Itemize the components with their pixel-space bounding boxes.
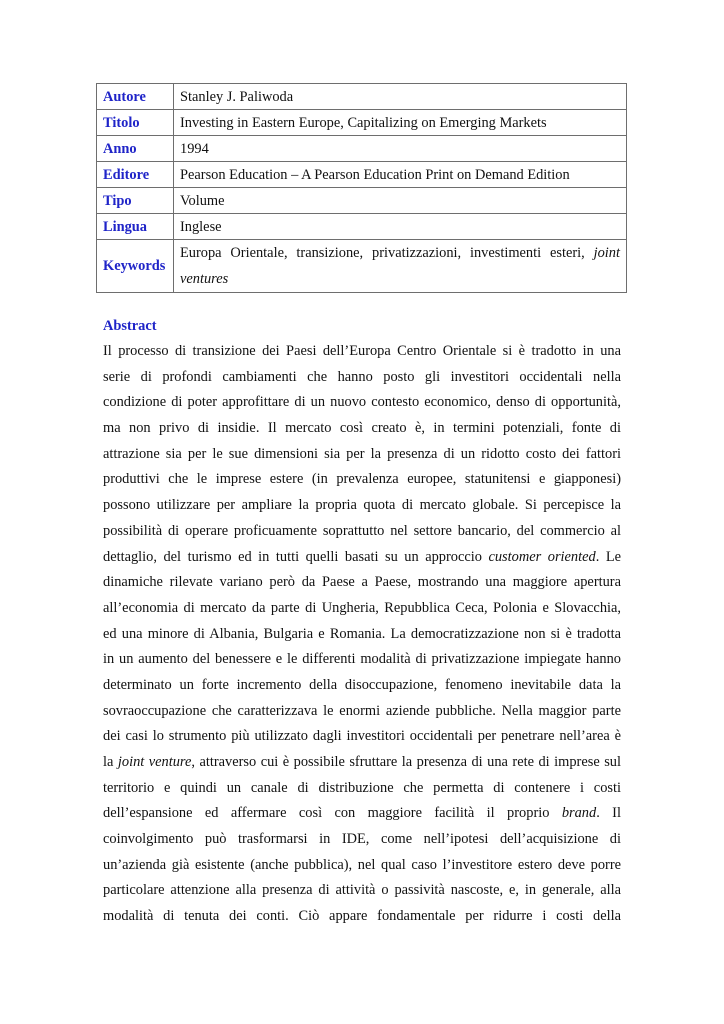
meta-value: 1994: [174, 136, 627, 162]
abstract-line: [103, 596, 621, 622]
abstract-text: un’azienda già esistente (anche pubblica), nel qual caso l’investitore estero deve porre: [103, 856, 621, 873]
abstract-line: [103, 699, 621, 725]
keywords-italic: joint ventures: [180, 245, 620, 287]
abstract-text: possono utilizzare per ampliare la propria quota di mercato globale. Si percepisce la: [103, 497, 621, 514]
meta-key: Keywords: [97, 240, 174, 293]
abstract-text: . Le: [595, 548, 621, 565]
abstract-text: territorio e quindi un canale di distribuzione che permetta di contenere i costi: [103, 779, 621, 796]
meta-key: Editore: [97, 162, 174, 188]
abstract-text: la: [103, 754, 118, 770]
abstract-text: dei casi lo strumento più utilizzato dagli investitori occidentali per penetrare nell’area è: [103, 728, 621, 745]
abstract-line: [103, 339, 621, 365]
abstract-line: [103, 570, 621, 596]
meta-key: Titolo: [97, 110, 174, 136]
abstract-line: [103, 801, 621, 827]
abstract-text: dell’espansione ed affermare così con maggiore facilità il proprio: [103, 805, 562, 822]
abstract-text: Il processo di transizione dei Paesi dell’Europa Centro Orientale si è tradotto in una: [103, 343, 621, 359]
meta-value: Investing in Eastern Europe, Capitalizing on Emerging Markets: [174, 110, 627, 136]
keywords-value: [174, 240, 627, 293]
abstract-line: [103, 519, 621, 545]
abstract-text: ma non privo di insidie. Il mercato così creato è, in termini potenziali, fonte di: [103, 420, 621, 437]
abstract-line: [103, 647, 621, 673]
abstract-line: [103, 724, 621, 750]
meta-value: Volume: [174, 188, 627, 214]
abstract-italic-text: joint venture: [117, 754, 192, 770]
abstract-text: possibilità di operare proficuamente soprattutto nel settore bancario, del commercio al: [103, 522, 621, 539]
abstract-text: condizione di poter approfittare di un nuovo contesto economico, denso di opportunità,: [103, 394, 621, 411]
abstract-text: in un aumento del benessere e le differenti modalità di privatizzazione impiegate hanno: [103, 651, 621, 668]
abstract-line: [103, 904, 621, 930]
abstract-line: [103, 467, 621, 493]
abstract-line: [103, 750, 621, 776]
abstract-line: [103, 853, 621, 879]
abstract-text: particolare attenzione alla presenza di attività o passività nascoste, e, in generale, alla: [103, 882, 621, 899]
meta-key: Autore: [97, 84, 174, 110]
meta-value: Inglese: [174, 214, 627, 240]
meta-key: Tipo: [97, 188, 174, 214]
meta-row-keywords: [97, 240, 627, 293]
abstract-italic-text: brand: [561, 805, 597, 822]
abstract-text: sovraoccupazione che caratterizzava le enormi aziende pubbliche. Nella maggior parte: [103, 702, 621, 719]
abstract-body: [103, 339, 621, 930]
abstract-text: modalità di tenuta dei conti. Ciò appare fondamentale per ridurre i costi della: [103, 908, 621, 925]
abstract-line: [103, 493, 621, 519]
abstract-heading: Abstract: [103, 318, 157, 334]
abstract-line: [103, 365, 621, 391]
abstract-line: [103, 545, 621, 571]
keywords-text: Europa Orientale, transizione, privatizzazioni, investimenti esteri,: [180, 245, 594, 261]
meta-key: Lingua: [97, 214, 174, 240]
abstract-line: [103, 622, 621, 648]
abstract-line: [103, 390, 621, 416]
abstract-text: determinato un forte incremento della disoccupazione, fenomeno inevitabile data la: [103, 676, 621, 693]
abstract-line: [103, 827, 621, 853]
meta-value: Pearson Education – A Pearson Education Print on Demand Edition: [174, 162, 627, 188]
abstract-line: [103, 673, 621, 699]
abstract-line: [103, 416, 621, 442]
abstract-text: dettaglio, del turismo ed in tutti quelli basati su un approccio: [103, 548, 489, 565]
meta-row-tipo: [97, 188, 627, 214]
meta-row-titolo: [97, 110, 627, 136]
abstract-line: [103, 878, 621, 904]
abstract-italic-text: customer oriented: [488, 548, 596, 565]
bibliographic-table: [96, 83, 627, 293]
abstract-line: [103, 776, 621, 802]
meta-row-editore: [97, 162, 627, 188]
abstract-text: serie di profondi cambiamenti che hanno posto gli investitori occidentali nella: [103, 368, 621, 385]
meta-row-lingua: [97, 214, 627, 240]
abstract-text: dinamiche rilevate variano però da Paese a Paese, mostrando una maggiore apertura: [103, 574, 621, 591]
meta-key: Anno: [97, 136, 174, 162]
abstract-text: attrazione sia per le sue dimensioni sia per la presenza di un ridotto costo dei fattori: [103, 445, 621, 462]
meta-row-autore: [97, 84, 627, 110]
abstract-text: all’economia di mercato da parte di Ungheria, Repubblica Ceca, Polonia e Slovacchia,: [103, 599, 621, 616]
abstract-text: produttivi che le imprese estere (in prevalenza europee, statunitensi e giapponesi): [103, 471, 621, 488]
abstract-text: . Il: [596, 805, 621, 822]
abstract-line: [103, 442, 621, 468]
meta-row-anno: [97, 136, 627, 162]
abstract-text: ed una minore di Albania, Bulgaria e Romania. La democratizzazione non si è tradotta: [103, 625, 621, 642]
meta-value: Stanley J. Paliwoda: [174, 84, 627, 110]
abstract-text: coinvolgimento può trasformarsi in IDE, come nell’ipotesi dell’acquisizione di: [103, 831, 621, 848]
abstract-text: , attraverso cui è possibile sfruttare la presenza di una rete di imprese sul: [191, 754, 621, 770]
